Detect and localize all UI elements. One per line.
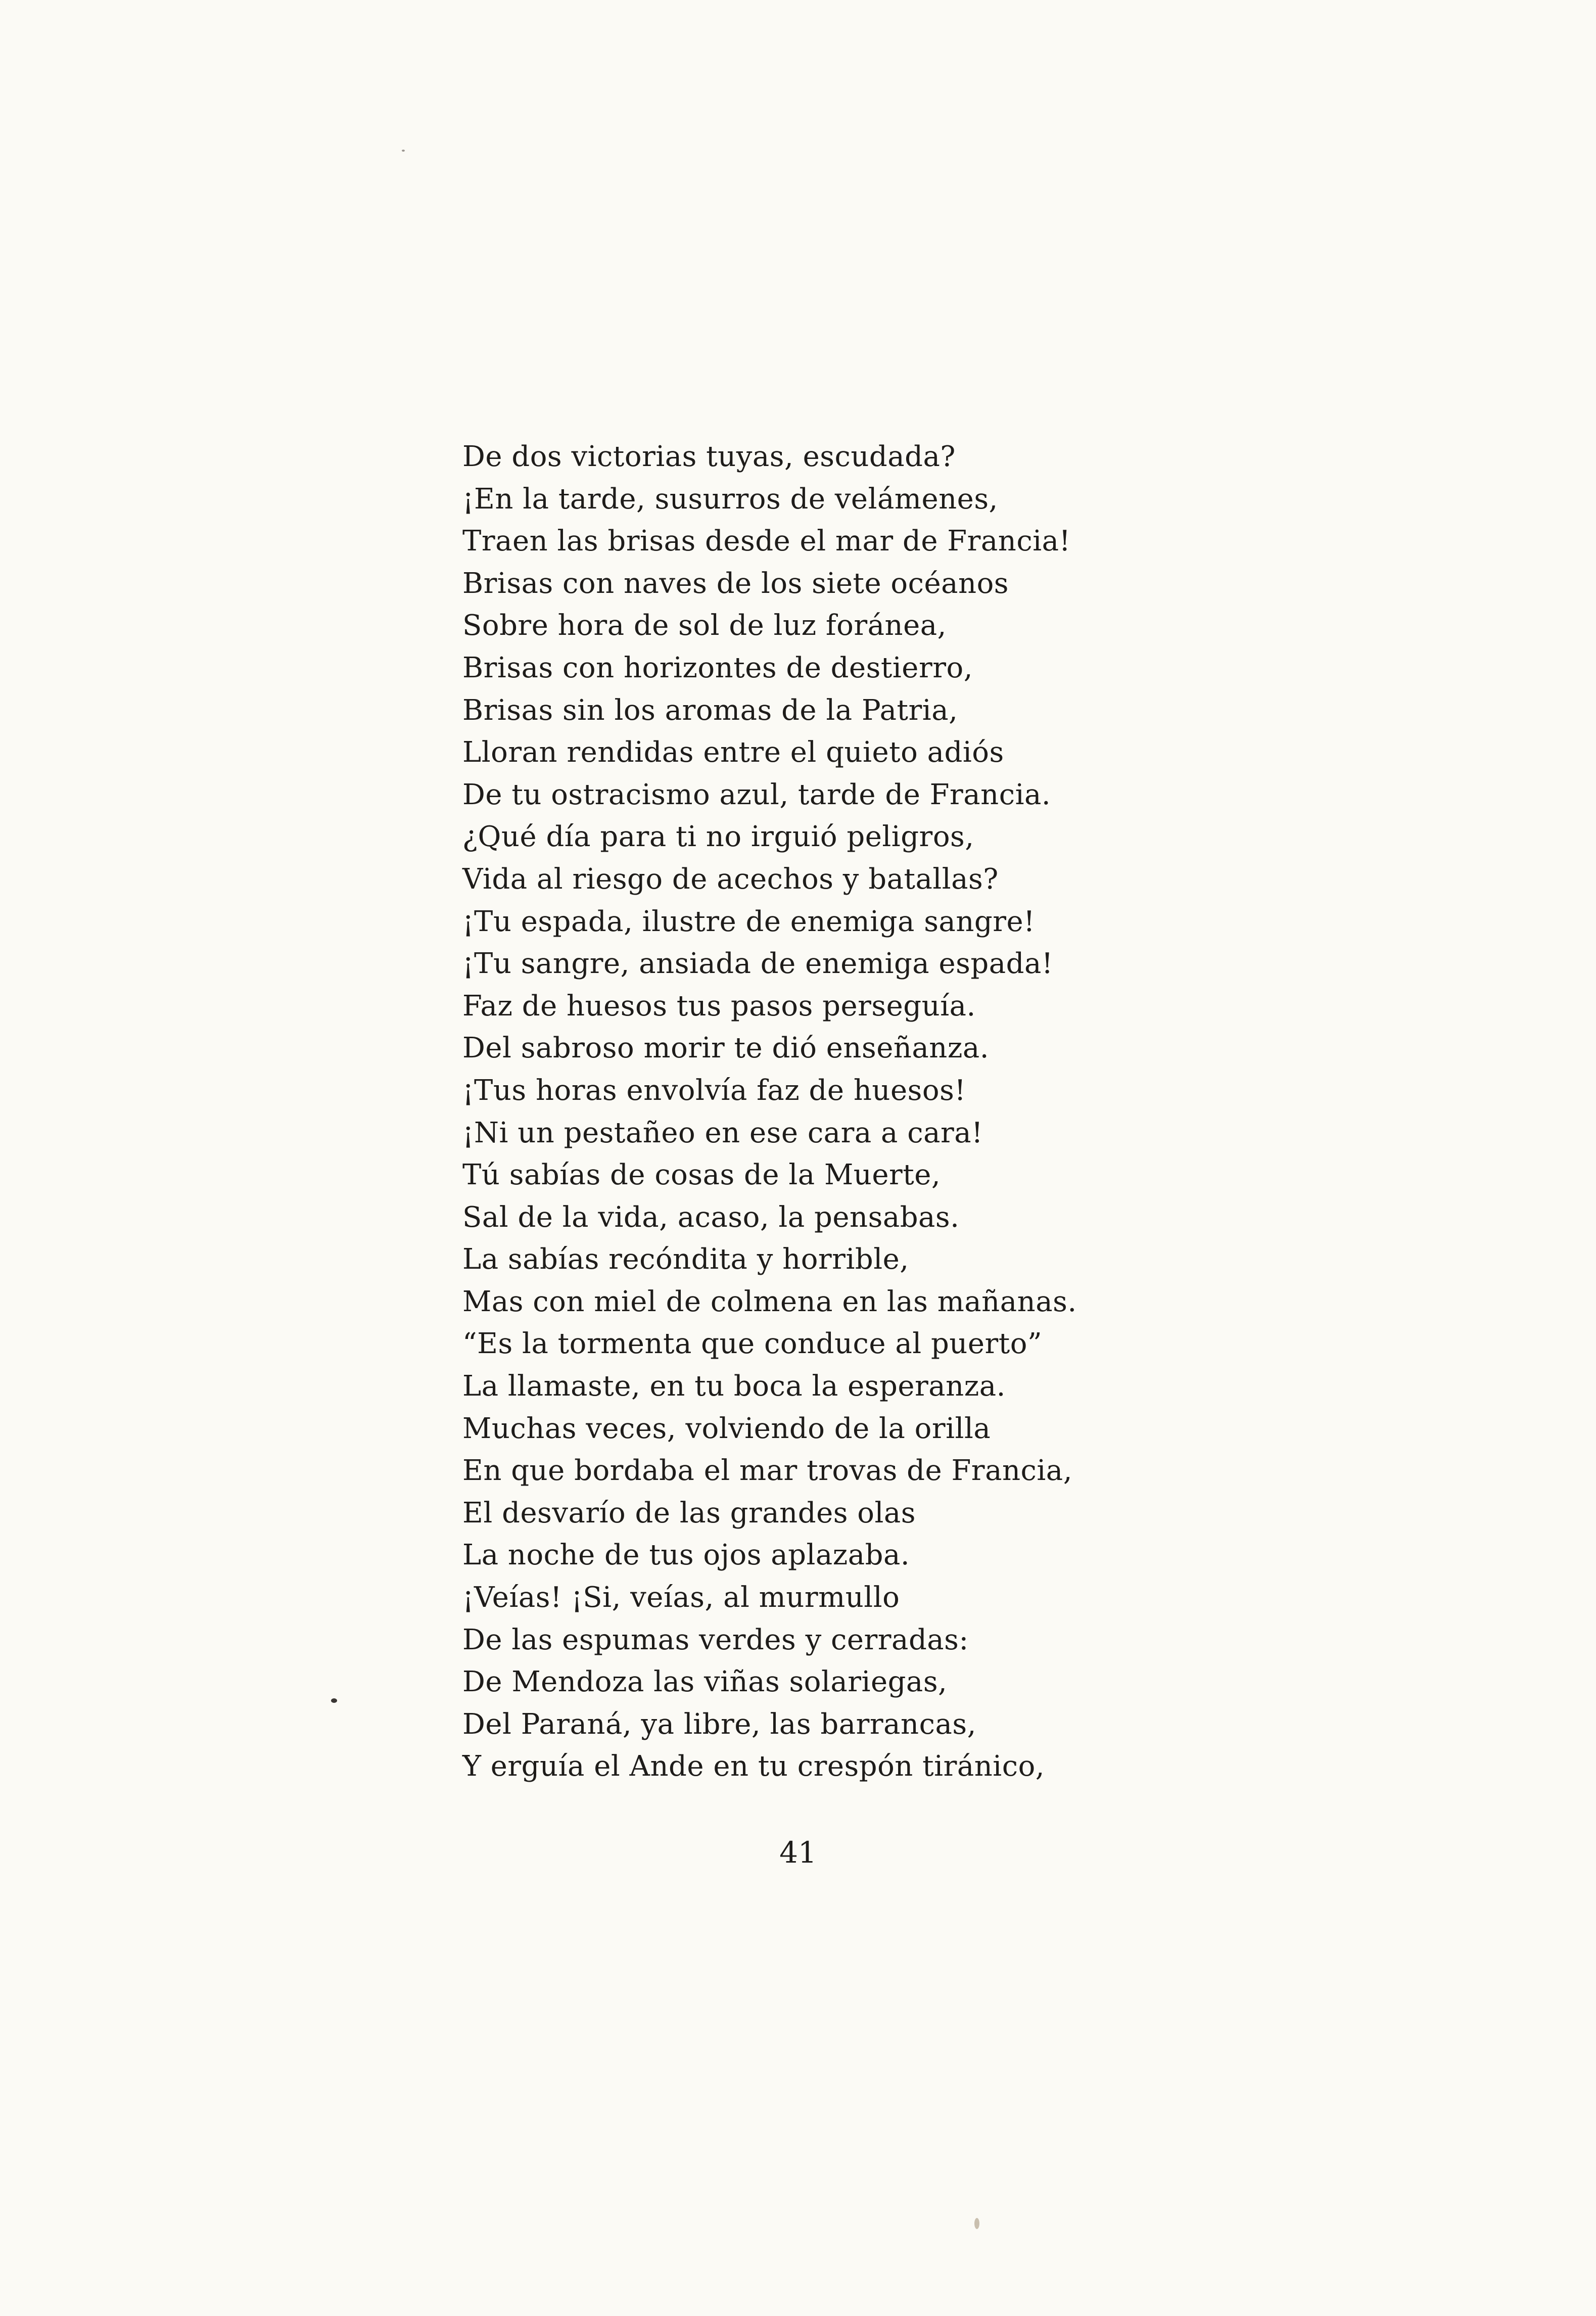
ink-speck — [974, 2218, 979, 2229]
poem-line: ¡Tu espada, ilustre de enemiga sangre! — [462, 905, 1036, 938]
poem-line: “Es la tormenta que conduce al puerto” — [462, 1327, 1043, 1361]
poem-line: ¡Tus horas envolvía faz de huesos! — [462, 1074, 966, 1107]
poem-line: Brisas sin los aromas de la Patria, — [462, 693, 958, 727]
poem-line: Traen las brisas desde el mar de Francia! — [462, 525, 1071, 558]
poem-line: Faz de huesos tus pasos perseguía. — [462, 989, 976, 1023]
poem-line: Mas con miel de colmena en las mañanas. — [462, 1285, 1077, 1318]
poem-line: Sal de la vida, acaso, la pensabas. — [462, 1200, 960, 1234]
poem-line: Brisas con horizontes de destierro, — [462, 651, 973, 684]
poem-text — [462, 436, 1094, 1788]
poem-line: Y erguía el Ande en tu crespón tiránico, — [462, 1750, 1045, 1783]
poem-line: De las espumas verdes y cerradas: — [462, 1623, 969, 1656]
poem-line: Del Paraná, ya libre, las barrancas, — [462, 1707, 976, 1741]
poem-line: El desvarío de las grandes olas — [462, 1496, 916, 1530]
poem-line: En que bordaba el mar trovas de Francia, — [462, 1454, 1072, 1488]
page-number: 41 — [779, 1835, 817, 1870]
poem-line: ¿Qué día para ti no irguió peligros, — [462, 820, 974, 854]
poem-line: La noche de tus ojos aplazaba. — [462, 1539, 910, 1572]
poem-line: La sabías recóndita y horrible, — [462, 1243, 909, 1276]
poem-line: Sobre hora de sol de luz foránea, — [462, 609, 947, 642]
poem-line: Del sabroso morir te dió enseñanza. — [462, 1032, 990, 1065]
ink-speck — [331, 1698, 337, 1703]
poem-line: ¡En la tarde, susurros de velámenes, — [462, 482, 998, 516]
poem-line: Lloran rendidas entre el quieto adiós — [462, 736, 1004, 769]
poem-line: Vida al riesgo de acechos y batallas? — [462, 862, 999, 896]
poem-line: ¡Ni un pestañeo en ese cara a cara! — [462, 1116, 983, 1149]
poem-line: Muchas veces, volviendo de la orilla — [462, 1412, 991, 1445]
poem-line: La llamaste, en tu boca la esperanza. — [462, 1370, 1006, 1403]
poem-line: ¡Veías! ¡Si, veías, al murmullo — [462, 1581, 900, 1614]
poem-line: De Mendoza las viñas solariegas, — [462, 1665, 948, 1699]
poem-line: De dos victorias tuyas, escudada? — [462, 440, 956, 473]
poem-line: Brisas con naves de los siete océanos — [462, 567, 1009, 600]
poem-line: ¡Tu sangre, ansiada de enemiga espada! — [462, 947, 1053, 981]
poem-line: De tu ostracismo azul, tarde de Francia. — [462, 778, 1051, 811]
ink-speck — [402, 150, 405, 152]
poem-line: Tú sabías de cosas de la Muerte, — [462, 1159, 941, 1192]
